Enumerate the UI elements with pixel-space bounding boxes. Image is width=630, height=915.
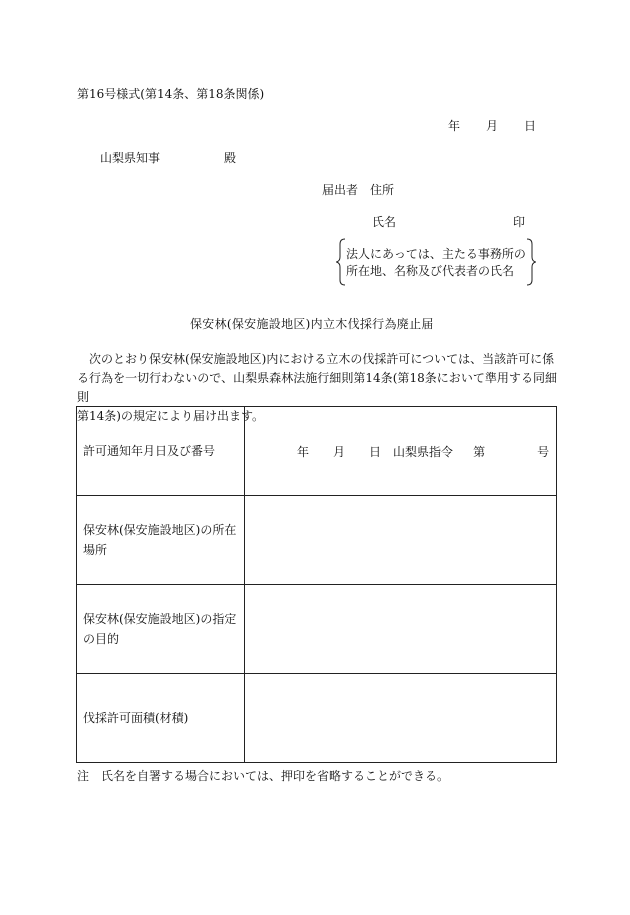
body-line-1: 次のとおり保安林(保安施設地区)内における立木の伐採許可については、当該許可に係 — [77, 352, 555, 366]
applicant-address-row — [322, 182, 394, 198]
permit-year-label: 年 — [297, 444, 310, 459]
date-year-label: 年 — [448, 119, 461, 133]
purpose-value[interactable] — [245, 585, 557, 674]
date-line — [440, 118, 536, 134]
permit-directive-label: 山梨県指令 — [393, 444, 454, 459]
permit-number-suffix: 号 — [537, 444, 550, 459]
table-row-permit-notice — [77, 407, 557, 496]
corporate-note-line-2: 所在地、名称及び代表者の氏名 — [346, 264, 515, 278]
detail-table — [76, 406, 557, 763]
corporate-note-line-1: 法人にあっては、主たる事務所の — [346, 247, 526, 261]
permit-notice-label: 許可通知年月日及び番号 — [77, 407, 245, 496]
table-row-purpose — [77, 585, 557, 674]
applicant-role: 届出者 — [322, 183, 359, 197]
date-month-label: 月 — [486, 119, 499, 133]
permit-notice-value[interactable] — [245, 407, 557, 496]
applicant-name-label: 氏名 — [372, 215, 397, 229]
body-line-2: る行為を一切行わないので、山梨県森林法施行細則第14条(第18条において準用する同細則 — [77, 371, 557, 404]
footnote: 注 氏名を自署する場合においては、押印を省略することができる。 — [77, 769, 450, 783]
date-day-label: 日 — [524, 119, 537, 133]
location-value[interactable] — [245, 496, 557, 585]
permit-day-label: 日 — [369, 444, 382, 459]
area-value[interactable] — [245, 674, 557, 763]
purpose-label: 保安林(保安施設地区)の指定の目的 — [77, 585, 245, 674]
applicant-address-label: 住所 — [370, 183, 395, 197]
table-row-location — [77, 496, 557, 585]
addressee-honorific: 殿 — [224, 151, 237, 165]
addressee-name: 山梨県知事 — [100, 151, 161, 165]
permit-number-prefix: 第 — [473, 444, 486, 459]
form-number: 第16号様式(第14条、第18条関係) — [77, 87, 265, 101]
area-label: 伐採許可面積(材積) — [77, 674, 245, 763]
seal-mark: 印 — [513, 215, 526, 229]
addressee — [100, 150, 236, 166]
table-row-area — [77, 674, 557, 763]
location-label: 保安林(保安施設地区)の所在場所 — [77, 496, 245, 585]
body-line-3: 第14条)の規定により届け出ます。 — [77, 409, 264, 423]
document-title: 保安林(保安施設地区)内立木伐採行為廃止届 — [190, 317, 434, 331]
corporate-note — [336, 238, 536, 286]
permit-month-label: 月 — [333, 444, 346, 459]
